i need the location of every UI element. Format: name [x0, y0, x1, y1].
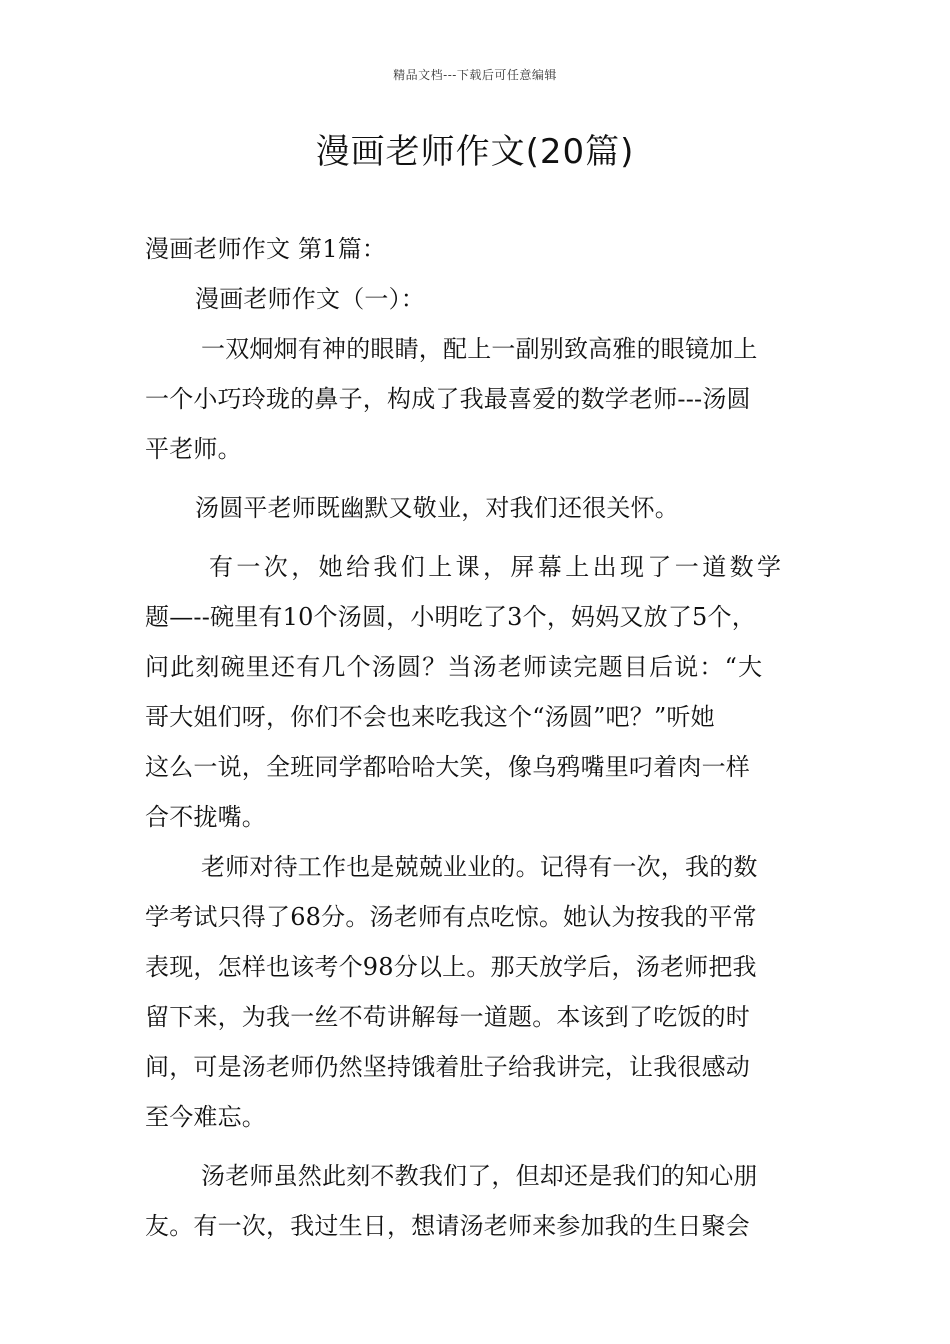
- paragraph-line: 哥大姐们呀，你们不会也来吃我这个“汤圆”吧？”听她: [145, 703, 715, 731]
- paragraph-line: 老师对待工作也是兢兢业业的。记得有一次，我的数: [201, 853, 758, 881]
- paragraph-line: 友。有一次，我过生日，想请汤老师来参加我的生日聚会: [145, 1212, 750, 1240]
- paragraph-line: 至今难忘。: [145, 1103, 266, 1131]
- paragraph-line: 汤圆平老师既幽默又敬业，对我们还很关怀。: [195, 494, 679, 522]
- paragraph-line: 一双炯炯有神的眼睛，配上一副别致高雅的眼镜加上: [201, 335, 758, 363]
- paragraph-line: 合不拢嘴。: [145, 803, 266, 831]
- paragraph-line: 留下来，为我一丝不苟讲解每一道题。本该到了吃饭的时: [145, 1003, 750, 1031]
- paragraph-line: 有一次，她给我们上课，屏幕上出现了一道数学: [209, 553, 785, 581]
- paragraph-line: 学考试只得了68分。汤老师有点吃惊。她认为按我的平常: [145, 903, 757, 931]
- header-note: 精品文档---下载后可任意编辑: [393, 68, 557, 82]
- paragraph-line: 题—--碗里有10个汤圆，小明吃了3个，妈妈又放了5个，: [145, 603, 756, 631]
- paragraph-line: 问此刻碗里还有几个汤圆？当汤老师读完题目后说：“大: [145, 653, 764, 681]
- section-heading: 漫画老师作文 第1篇：: [145, 235, 387, 263]
- paragraph-line: 表现，怎样也该考个98分以上。那天放学后，汤老师把我: [145, 953, 757, 981]
- paragraph-line: 间，可是汤老师仍然坚持饿着肚子给我讲完，让我很感动: [145, 1053, 750, 1081]
- paragraph-line: 这么一说，全班同学都哈哈大笑，像乌鸦嘴里叼着肉一样: [145, 753, 750, 781]
- essay-subtitle: 漫画老师作文（一）：: [195, 285, 425, 313]
- paragraph-line: 汤老师虽然此刻不教我们了，但却还是我们的知心朋: [201, 1162, 758, 1190]
- document-title: 漫画老师作文(20篇): [315, 132, 635, 172]
- document-body: [145, 224, 810, 1251]
- paragraph-line: 平老师。: [145, 435, 242, 463]
- paragraph-line: 一个小巧玲珑的鼻子，构成了我最喜爱的数学老师---汤圆: [145, 385, 751, 413]
